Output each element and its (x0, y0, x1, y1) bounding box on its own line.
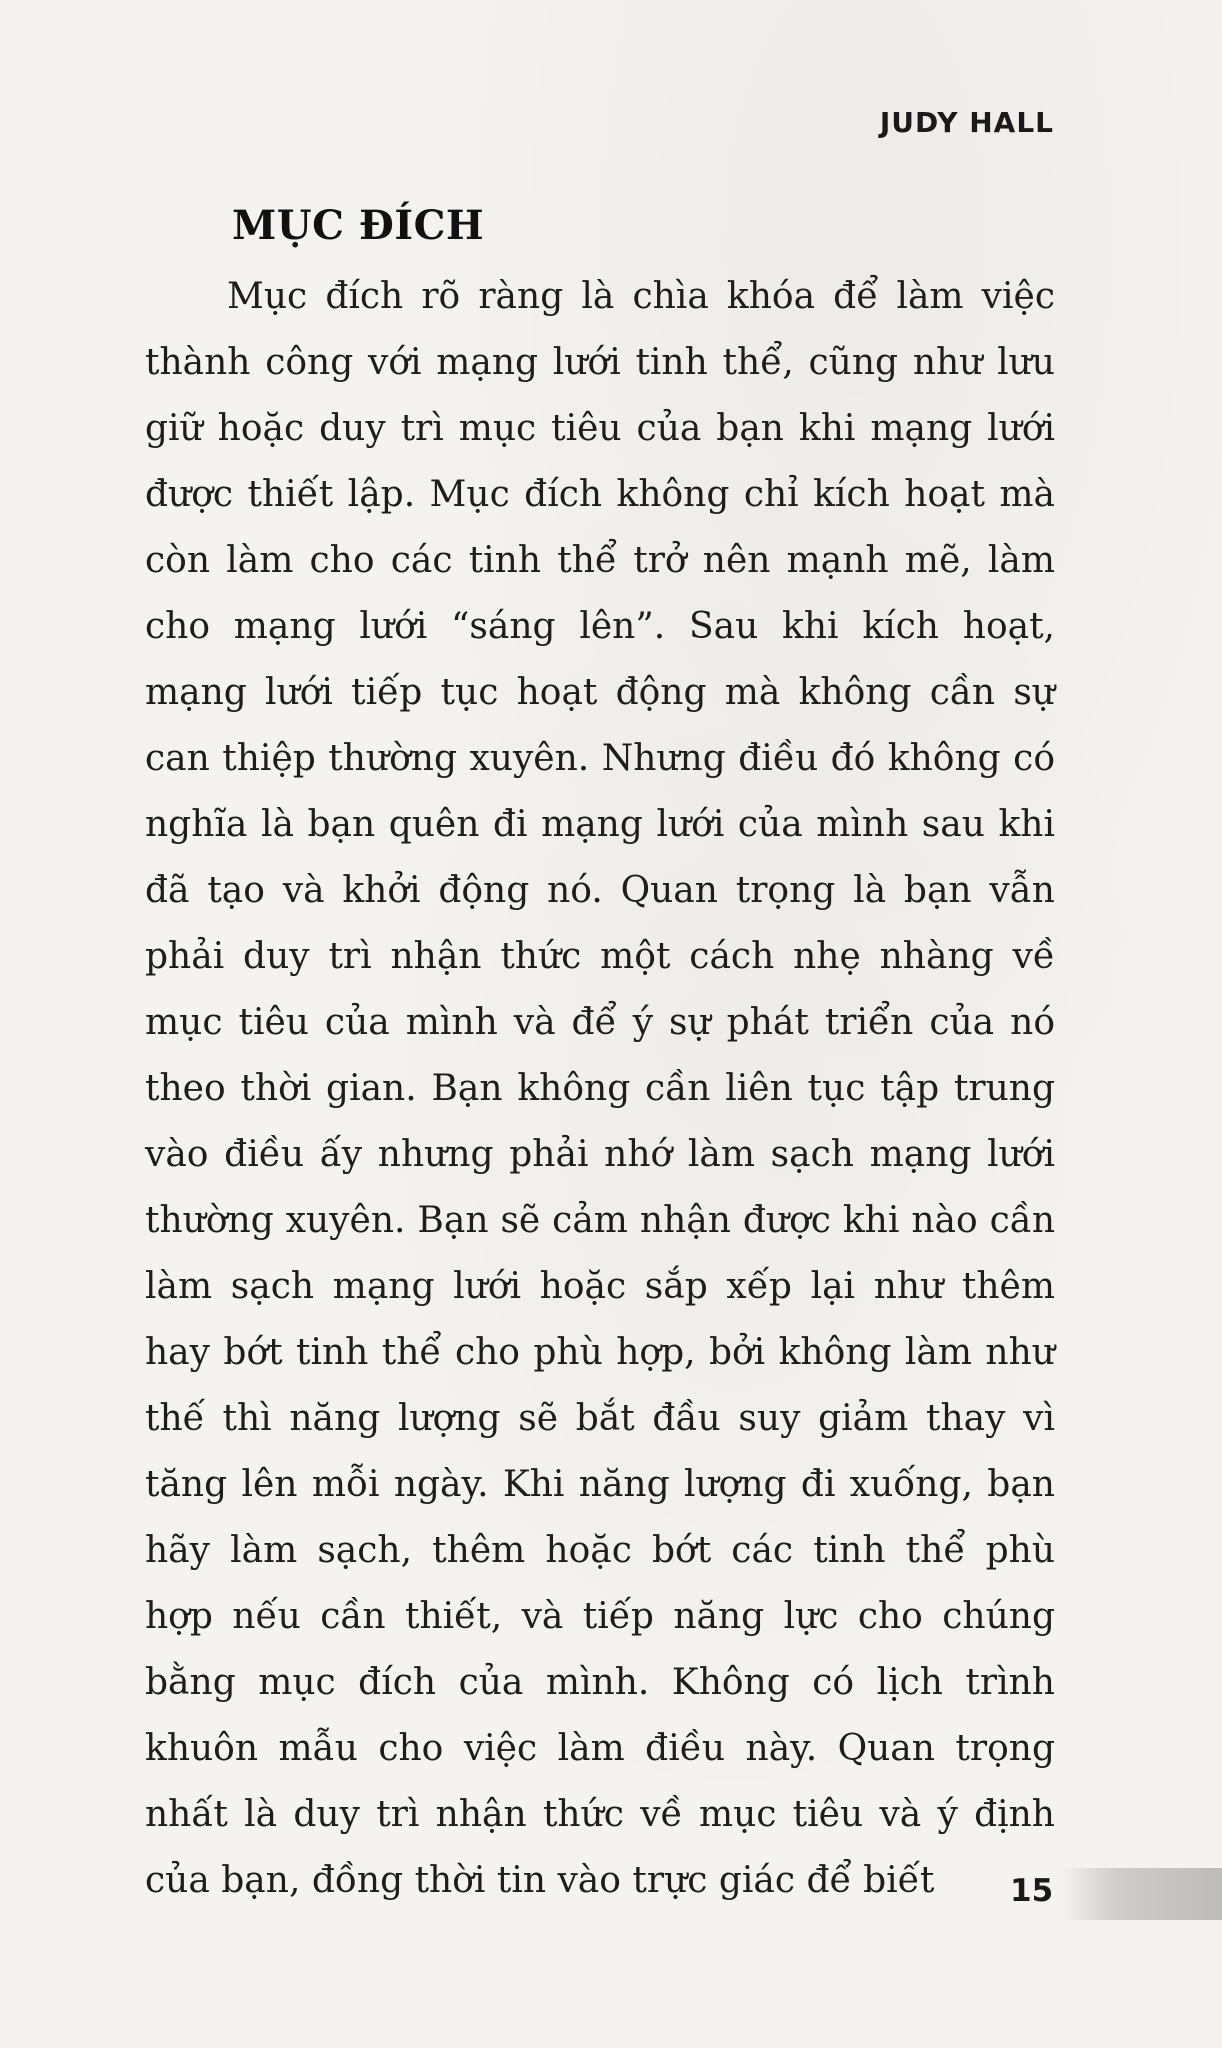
body-paragraph: Mục đích rõ ràng là chìa khóa để làm việc thành công với mạng lưới tinh thể, cũng như lưu giữ hoặc duy trì mục tiêu của bạn khi mạng lưới được thiết lập. Mục đích không chỉ kích hoạt mà còn làm cho các tinh thể trở nên mạnh mẽ, làm cho mạng lưới “sáng lên”. Sau khi kích hoạt, mạng lưới tiếp tục hoạt động mà không cần sự can thiệp thường xuyên. Nhưng điều đó không có nghĩa là bạn quên đi mạng lưới của mình sau khi đã tạo và khởi động nó. Quan trọng là bạn vẫn phải duy trì nhận thức một cách nhẹ nhàng về mục tiêu của mình và để ý sự phát triển của nó theo thời gian. Bạn không cần liên tục tập trung vào điều ấy nhưng phải nhớ làm sạch mạng lưới thường xuyên. Bạn sẽ cảm nhận được khi nào cần làm sạch mạng lưới hoặc sắp xếp lại như thêm hay bớt tinh thể cho phù hợp, bởi không làm như thế thì năng lượng sẽ bắt đầu suy giảm thay vì tăng lên mỗi ngày. Khi năng lượng đi xuống, bạn hãy làm sạch, thêm hoặc bớt các tinh thể phù hợp nếu cần thiết, và tiếp năng lực cho chúng bằng mục đích của mình. Không có lịch trình khuôn mẫu cho việc làm điều này. Quan trọng nhất là duy trì nhận thức về mục tiêu và ý định của bạn, đồng thời tin vào trực giác để biết (145, 276, 1055, 1901)
running-header-author: JUDY HALL (879, 106, 1054, 139)
page-number: 15 (1010, 1873, 1054, 1909)
page-edge-shadow (1060, 1868, 1222, 1920)
section-title: MỤC ĐÍCH (232, 202, 485, 249)
